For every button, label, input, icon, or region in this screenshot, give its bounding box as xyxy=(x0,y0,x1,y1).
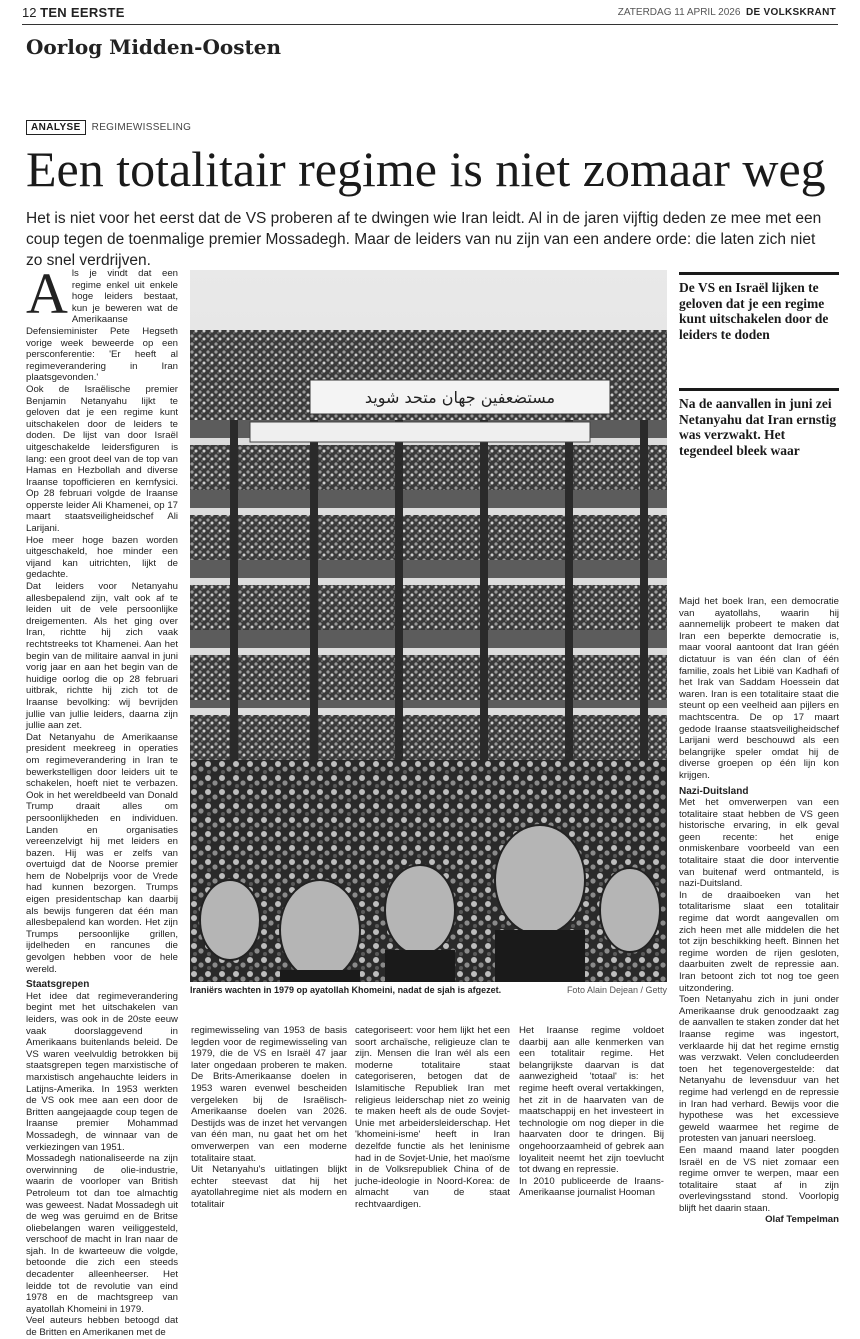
subheading-nazi-duitsland: Nazi-Duitsland xyxy=(679,785,749,797)
pull-quote-rule xyxy=(679,272,839,275)
paragraph: Een maand maand later poogden Israël en de VS niet zomaar een regime omver te werpen, maar een totalitaire staat af in zijn overlevingsstand stond. Voorlopig blijft het daarin staan. xyxy=(679,1144,839,1214)
body-column-4 xyxy=(519,1025,664,1199)
header-rule xyxy=(22,24,838,25)
paragraph: In 2010 publiceerde de Iraans-Amerikaanse journalist Hooman xyxy=(519,1175,664,1199)
body-column-2 xyxy=(191,1025,347,1210)
paragraph: ls je vindt dat een regime enkel uit enkele hoge leiders bestaat, kun je beweren wat de Amerikaanse Defensieminister Pete Hegseth vorige week beweerde op een persconferentie: 'Er heeft al regimeverandering in Iran plaatsgevonden.' xyxy=(26,268,178,384)
pull-quote-rule xyxy=(679,388,839,391)
lead-paragraph: Het is niet voor het eerst dat de VS proberen af te dwingen wie Iran leidt. Al in de jaren vijftig deden ze mee met een coup tegen de toenmalige premier Mossadegh. Maar de leiders van nu zijn van een andere orde: die laten zich niet zo snel verdrijven. xyxy=(26,210,822,269)
section-label: TEN EERSTE xyxy=(40,5,125,20)
pull-quote-1: De VS en Israël lijken te geloven dat je een regime kunt uitschakelen door de leiders te doden xyxy=(679,280,829,342)
paragraph: Mossadegh nationaliseerde na zijn overwinning de olie-industrie, waarin de voorloper van British Petroleum tot dan toe almachtig was geweest. Nadat Mossadegh uit de weg was geruimd en de Britse oliebelangen waren veiliggesteld, verschoof de macht in Iran naar de sjah. In de kwarteeuw die volgde, betoonde die zich een steeds decadenter alleenheerser. Het leidde tot de revolutie van eind 1978 en de machtsgreep van ayatollah Khomeini in 1979. xyxy=(26,1153,178,1315)
banner-text: مستضعفین جهان متحد شوید xyxy=(364,388,556,407)
photo-credit: Foto Alain Dejean / Getty xyxy=(566,985,667,995)
body-column-5 xyxy=(679,596,840,1226)
author-byline: Olaf Tempelman xyxy=(765,1214,839,1226)
paragraph: Majd het boek Iran, een democratie van ayatollahs, waarin hij aannemelijk probeert te maken dat Iran een beperkte democratie is, maar vooral aantoont dat Iran géén dictatuur is van één clan of één familie, zoals het Libië van Kadhafi of het Irak van Saddam Hoessein dat waren. Iran is een totalitaire staat die steunt op een veelheid aan pijlers en machtscentra. De op 17 maart gedode Iraanse staatsveiligheidschef Larijani werd beschouwd als een belangrijke speler omdat hij de diverse groepen op één lijn kon krijgen. xyxy=(679,596,839,781)
headline: Een totalitair regime is niet zomaar weg xyxy=(26,141,826,197)
paragraph: Uit Netanyahu's uitlatingen blijkt echter steevast dat hij het ayatollahregime niet als modern en totalitair xyxy=(191,1164,347,1210)
paragraph: categoriseert: voor hem lijkt het een soort archaïsche, religieuze clan te zijn. Mensen die Iran wél als een moderne totalitaire staat categoriseren, betogen dat de Islamitische Republiek Iran met religieus leiderschap niet zo weinig te maken heeft als de oude Sovjet-Unie met arbeidersleiderschap. Het 'khomeini-isme' heeft in Iran dezelfde functie als het leninisme had in de Sovjet-Unie, het maoïsme in de Volksrepubliek China of de juche-ideologie in Noord-Korea: de almacht van de staat rechtvaardigen. xyxy=(355,1025,510,1210)
paragraph: Toen Netanyahu zich in juni onder Amerikaanse druk genoodzaakt zag de aanvallen te staken zonder dat het Iraanse regime was ingestort, verklaarde hij dat het regime ernstig was verzwakt. Velen concludeerden toen het tegenovergestelde: dat Netanyahu de levensduur van het regime had verlengd en de repressie in Iran had verhard. Bewijs voor die hypothese was het excessieve geweld waarmee het regime de protesten van januari neersloeg. xyxy=(679,994,840,1145)
pull-quote-2: Na de aanvallen in juni zei Netanyahu dat Iran ernstig was verzwakt. Het tegendeel bleek waar xyxy=(679,396,837,458)
paragraph: Dat leiders voor Netanyahu allesbepalend zijn, valt ook af te leiden uit de vele persoonlijke dreigementen. Als het ging over Iran, richtte hij zich vaak rechtstreeks tot Khamenei. Aan het begin van de militaire aanval in juni vorig jaar en aan het begin van de huidige oorlog die op 28 februari uitbrak, richtte hij zich tot de Iraanse bevolking: wij bevrijden jullie van jullie leiders, daarna zijn jullie aan zet. xyxy=(26,581,178,732)
drop-cap: A xyxy=(26,261,68,326)
paragraph: Het Iraanse regime voldoet daarbij aan alle kenmerken van een totalitair regime. Het belangrijkste daarvan is dat aanwezigheid 'totaal' is: het regime heeft overal vertakkingen, het zit in de haarvaten van de maatschappij en het investeert in technologie om nog dieper in die haarvaten door te dringen. Bij ongehoorzaamheid of gebrek aan loyaliteit neemt het zijn toevlucht tot dwang en repressie. xyxy=(519,1025,664,1176)
dateline xyxy=(618,7,836,18)
page-number-header xyxy=(22,5,125,20)
page-number: 12 xyxy=(22,5,37,20)
section-title: Oorlog Midden-Oosten xyxy=(26,35,281,59)
paragraph: Ook de Israëlische premier Benjamin Netanyahu lijkt te geloven dat je een regime kunt uitschakelen door de leiders te doden. De lijst van door Israël uitgeschakelde leidersfiguren is lang: een groot deel van de top van Hamas en Hezbollah and diverse Iraanse topofficieren en kernfysici. Op 28 februari volgde de Iraanse opperste leider Ali Khamenei, op 17 maart staatsveiligheidschef Ali Larijani. xyxy=(26,383,178,535)
publication-name: DE VOLKSKRANT xyxy=(745,7,836,18)
photo-illustration xyxy=(190,270,667,982)
photo-caption: Iraniërs wachten in 1979 op ayatollah Khomeini, nadat de sjah is afgezet. xyxy=(190,985,502,995)
paragraph: Hoe meer hoge bazen worden uitgeschakeld, hoe minder een vijand kan uitrichten, lijkt de gedachte. xyxy=(26,534,178,581)
paragraph: Veel auteurs hebben betoogd dat de Britten en Amerikanen met de xyxy=(26,1315,178,1339)
issue-date: ZATERDAG 11 APRIL 2026 xyxy=(617,7,741,18)
photo-caption-row xyxy=(190,985,667,995)
photo-crowd-iran-1979 xyxy=(190,270,667,982)
paragraph: Dat Netanyahu de Amerikaanse president meekreeg in operaties om regimeverandering in Iran te bewerkstelligen door leiders uit te schakelen, hoeft niet te verbazen. Ook in het wereldbeeld van Donald Trump draait alles om persoonlijkheden en individuen. Landen en organisaties vereenzelvigt hij met leiders en bazen. Hij was er zelfs van overtuigd dat de Noorse premier hem de Nobelprijs voor de Vrede had kunnen bezorgen. Trumps eigen presidentschap kan daarbij als bewijs fungeren dat één man allesbepalend kan worden. Het zijn Trumps persoonlijke grillen, ijdelheden en rancunes die gevolgen hebben voor de hele wereld. xyxy=(26,731,178,975)
article-kicker: REGIMEWISSELING xyxy=(91,121,192,133)
body-column-1 xyxy=(26,261,178,1339)
body-column-3 xyxy=(355,1025,510,1210)
subheading-staatsgrepen: Staatsgrepen xyxy=(26,979,90,991)
paragraph: In de draaiboeken van het totalitarisme slaat een totalitair regime dat wordt aangevallen om zich heen met alle middelen die het tot zijn beschikking heeft. Binnen het regime worden de rijen gesloten, daarbuiten zwelt de repressie aan. Iran betoont zich tot nog toe geen uitzondering. xyxy=(679,889,839,994)
paragraph: Met het omverwerpen van een totalitaire staat hebben de VS geen historische ervaring, in elk geval geen recente: het enige onmiskenbare voorbeeld van een totalitaire staat die door interventie van buitenaf werd ontmanteld, is nazi-Duitsland. xyxy=(679,797,839,890)
paragraph: regimewisseling van 1953 de basis legden voor de regimewisseling van 1979, die de VS en Israël 47 jaar later ongedaan proberen te maken. De Brits-Amerikaanse doelen in 1953 waren evenwel bescheiden vergeleken bij de Israëlisch-Amerikaanse doelen van 2026. Destijds was de inzet het vervangen van één man, nu gaat het om het omverwerpen van een moderne totalitaire staat. xyxy=(191,1025,347,1164)
article-label-row xyxy=(26,118,191,136)
article-genre-label: ANALYSE xyxy=(26,120,86,135)
paragraph: Het idee dat regimeverandering begint met het uitschakelen van leiders, was ook in de 20ste eeuw vaak doorslaggevend in Amerikaans buitenlands beleid. De VS waren veelvuldig betrokken bij staatsgrepen tegen marxistische of marxistisch angehauchte leiders in Latijns-Amerika. In 1953 werkten de VS ook mee aan een door de Britten aangejaagde coup tegen de Iraanse premier Mohammad Mossadegh, de winnaar van de verkiezingen van 1951. xyxy=(26,990,178,1153)
